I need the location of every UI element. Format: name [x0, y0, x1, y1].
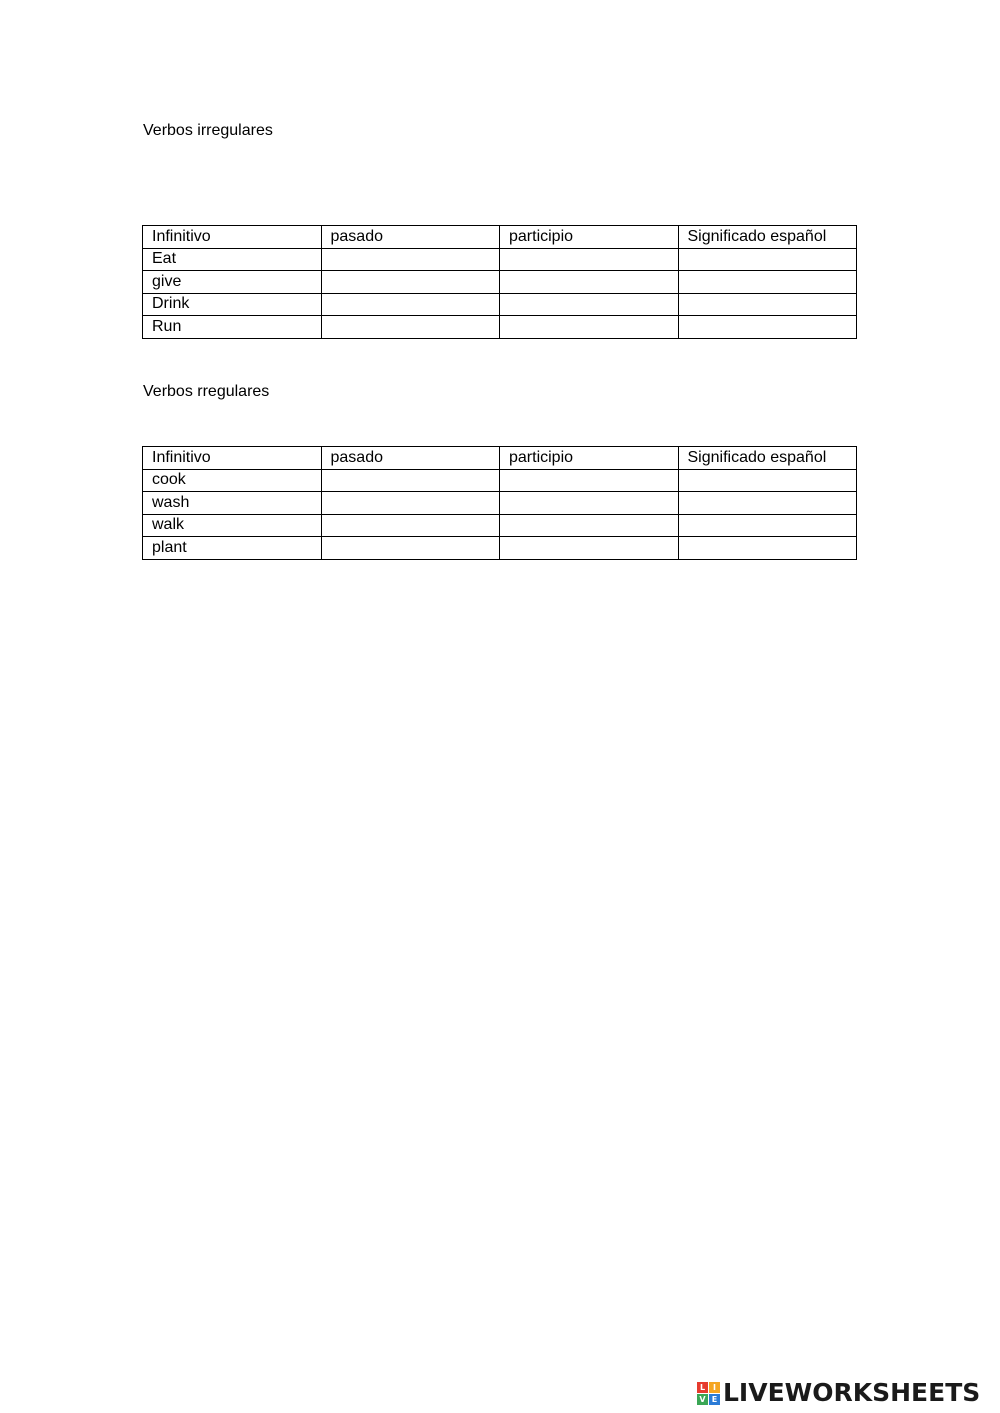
- answer-cell-significado[interactable]: [678, 316, 857, 339]
- answer-cell-pasado[interactable]: [321, 469, 500, 492]
- section-title-regular: Verbos rregulares: [143, 383, 270, 400]
- header-cell: Significado español: [678, 226, 857, 249]
- logo-tile: L: [697, 1382, 708, 1393]
- table-row: [143, 248, 857, 271]
- answer-cell-participio[interactable]: [500, 492, 679, 515]
- answer-cell-pasado[interactable]: [321, 492, 500, 515]
- table-row: [143, 469, 857, 492]
- infinitive-cell: walk: [143, 514, 322, 537]
- answer-cell-significado[interactable]: [678, 248, 857, 271]
- answer-cell-pasado[interactable]: [321, 537, 500, 560]
- liveworksheets-mark-icon: [697, 1382, 720, 1405]
- logo-tile: E: [709, 1394, 720, 1405]
- table-row: [143, 537, 857, 560]
- infinitive-cell: cook: [143, 469, 322, 492]
- liveworksheets-logo: [697, 1379, 980, 1407]
- header-cell: participio: [500, 447, 679, 470]
- logo-tile: I: [709, 1382, 720, 1393]
- answer-cell-participio[interactable]: [500, 316, 679, 339]
- irregular-verbs-table: [142, 225, 857, 339]
- table-row: [143, 514, 857, 537]
- table-header-row: [143, 226, 857, 249]
- answer-cell-pasado[interactable]: [321, 293, 500, 316]
- header-cell: Infinitivo: [143, 226, 322, 249]
- section-title-irregular: Verbos irregulares: [143, 122, 273, 139]
- table-row: [143, 271, 857, 294]
- answer-cell-pasado[interactable]: [321, 514, 500, 537]
- liveworksheets-wordmark: LIVEWORKSHEETS: [723, 1378, 981, 1407]
- infinitive-cell: Drink: [143, 293, 322, 316]
- answer-cell-participio[interactable]: [500, 514, 679, 537]
- logo-tile: V: [697, 1394, 708, 1405]
- header-cell: pasado: [321, 226, 500, 249]
- infinitive-cell: plant: [143, 537, 322, 560]
- table-row: [143, 316, 857, 339]
- answer-cell-significado[interactable]: [678, 469, 857, 492]
- answer-cell-significado[interactable]: [678, 537, 857, 560]
- infinitive-cell: Eat: [143, 248, 322, 271]
- answer-cell-significado[interactable]: [678, 492, 857, 515]
- header-cell: participio: [500, 226, 679, 249]
- answer-cell-pasado[interactable]: [321, 248, 500, 271]
- table-row: [143, 293, 857, 316]
- answer-cell-participio[interactable]: [500, 469, 679, 492]
- answer-cell-significado[interactable]: [678, 293, 857, 316]
- header-cell: pasado: [321, 447, 500, 470]
- header-cell: Infinitivo: [143, 447, 322, 470]
- answer-cell-participio[interactable]: [500, 537, 679, 560]
- table-row: [143, 492, 857, 515]
- infinitive-cell: give: [143, 271, 322, 294]
- header-cell: Significado español: [678, 447, 857, 470]
- infinitive-cell: Run: [143, 316, 322, 339]
- table-header-row: [143, 447, 857, 470]
- answer-cell-participio[interactable]: [500, 271, 679, 294]
- answer-cell-significado[interactable]: [678, 514, 857, 537]
- answer-cell-pasado[interactable]: [321, 271, 500, 294]
- regular-verbs-table: [142, 446, 857, 560]
- answer-cell-participio[interactable]: [500, 293, 679, 316]
- answer-cell-participio[interactable]: [500, 248, 679, 271]
- answer-cell-pasado[interactable]: [321, 316, 500, 339]
- answer-cell-significado[interactable]: [678, 271, 857, 294]
- infinitive-cell: wash: [143, 492, 322, 515]
